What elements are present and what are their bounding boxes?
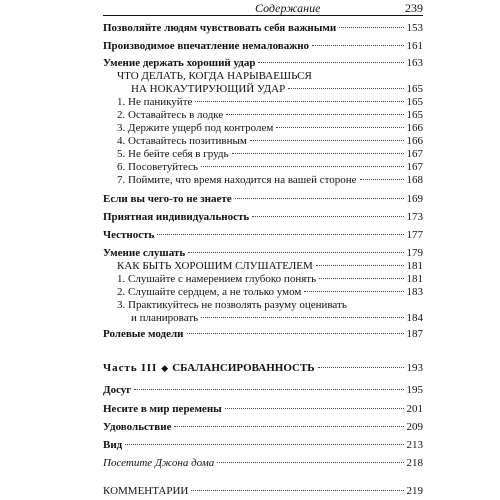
toc-entry-page: 165	[406, 83, 423, 95]
toc-entry-page: 167	[406, 161, 423, 173]
toc-entry[interactable]	[131, 83, 423, 96]
toc-entry-title: Умение держать хороший удар	[103, 57, 256, 69]
toc-entry[interactable]	[103, 57, 423, 70]
toc-entry[interactable]	[103, 211, 423, 224]
leader-dots	[252, 216, 403, 217]
toc-entry[interactable]	[131, 312, 423, 325]
toc-entry-title: Несите в мир перемены	[103, 403, 222, 415]
leader-dots	[188, 252, 403, 253]
toc-part-entry[interactable]	[103, 362, 423, 375]
leader-dots	[191, 490, 403, 491]
toc-entry-page: 169	[406, 193, 423, 205]
toc-entry-title: 2. Слушайте сердцем, а не только умом	[117, 286, 302, 298]
toc-entry-title: Посетите Джона дома	[103, 457, 215, 469]
toc-entry-title: Производимое впечатление немаловажно	[103, 40, 310, 52]
toc-entry[interactable]	[103, 439, 423, 452]
toc-entry-page: 161	[406, 40, 423, 52]
leader-dots	[226, 114, 403, 115]
leader-dots	[201, 166, 403, 167]
toc-entry-title: 4. Оставайтесь позитивным	[117, 135, 247, 147]
leader-dots	[134, 389, 403, 390]
toc-entry-page: 213	[406, 439, 423, 451]
toc-entry[interactable]	[103, 40, 423, 53]
toc-entry-title: Удовольствие	[103, 421, 172, 433]
toc-entry[interactable]	[103, 229, 423, 242]
leader-dots	[319, 278, 403, 279]
toc-entry[interactable]	[117, 122, 423, 135]
toc-entry-page: 166	[406, 135, 423, 147]
leader-dots	[258, 62, 403, 63]
toc-entry[interactable]	[103, 485, 423, 498]
toc-entry-page: 209	[406, 421, 423, 433]
leader-dots	[195, 101, 403, 102]
toc-entry-title: Ролевые модели	[103, 328, 184, 340]
toc-entry[interactable]	[117, 286, 423, 299]
part-number: Часть III	[103, 362, 158, 374]
leader-dots	[360, 179, 404, 180]
leader-dots	[235, 198, 404, 199]
toc-entry[interactable]	[103, 403, 423, 416]
toc-entry[interactable]	[117, 174, 423, 187]
leader-dots	[339, 27, 403, 28]
toc-entry[interactable]	[103, 328, 423, 341]
toc-entry[interactable]	[103, 193, 423, 206]
toc-entry-page: 166	[406, 122, 423, 134]
toc-subheading-line1: ЧТО ДЕЛАТЬ, КОГДА НАРЫВАЕШЬСЯ	[117, 70, 312, 82]
toc-entry-title: 5. Не бейте себя в грудь	[117, 148, 229, 160]
leader-dots	[232, 153, 404, 154]
leader-dots	[288, 88, 403, 89]
toc-entry[interactable]	[103, 247, 423, 260]
leader-dots	[217, 462, 403, 463]
toc-entry-page: 153	[406, 22, 423, 34]
toc-entry[interactable]	[103, 22, 423, 35]
leader-dots	[312, 45, 403, 46]
toc-entry-title: КОММЕНТАРИИ	[103, 485, 189, 497]
leader-dots	[316, 265, 404, 266]
toc-entry[interactable]	[103, 384, 423, 397]
toc-entry-page: 165	[406, 109, 423, 121]
toc-entry-title: и планировать	[131, 312, 199, 324]
leader-dots	[157, 234, 403, 235]
toc-entry-title: Досуг	[103, 384, 132, 396]
toc-entry-page: 201	[406, 403, 423, 415]
toc-entry-page: 218	[406, 457, 423, 469]
toc-entry[interactable]	[117, 109, 423, 122]
toc-entry-line1: 3. Практикуйтесь не позволять разуму оценивать	[117, 299, 347, 311]
part-title: СБАЛАНСИРОВАННОСТЬ	[172, 362, 315, 374]
toc-entry-page: 181	[406, 260, 423, 272]
toc-entry-title: Вид	[103, 439, 123, 451]
toc-entry-page: 167	[406, 148, 423, 160]
toc-entry[interactable]	[103, 457, 423, 470]
toc-entry-page: 165	[406, 96, 423, 108]
toc-entry-page: 193	[406, 362, 423, 374]
toc-entry[interactable]	[117, 260, 423, 273]
toc-entry-page: 168	[406, 174, 423, 186]
diamond-icon: ◆	[161, 363, 169, 373]
header-rule	[103, 15, 423, 16]
toc-entry-title: Позволяйте людям чувствовать себя важными	[103, 22, 337, 34]
leader-dots	[318, 367, 404, 368]
toc-entry-title: КАК БЫТЬ ХОРОШИМ СЛУШАТЕЛЕМ	[117, 260, 313, 272]
toc-entry-page: 183	[406, 286, 423, 298]
toc-entry-title: 2. Оставайтесь в лодке	[117, 109, 224, 121]
running-header-title: Содержание	[255, 1, 321, 15]
toc-entry-title: 6. Посоветуйтесь	[117, 161, 199, 173]
toc-entry-title: НА НОКАУТИРУЮЩИЙ УДАР	[131, 83, 286, 95]
leader-dots	[225, 408, 404, 409]
running-header-page-number: 239	[405, 1, 423, 15]
toc-entry[interactable]	[117, 148, 423, 161]
toc-entry-title: 7. Поймите, что время находится на вашей стороне	[117, 174, 357, 186]
leader-dots	[125, 444, 403, 445]
toc-entry-page: 195	[406, 384, 423, 396]
toc-entry-page: 173	[406, 211, 423, 223]
toc-entry-page: 219	[406, 485, 423, 497]
toc-entry-title: 1. Слушайте с намерением глубоко понять	[117, 273, 317, 285]
toc-entry-page: 163	[406, 57, 423, 69]
leader-dots	[174, 426, 403, 427]
leader-dots	[187, 333, 404, 334]
leader-dots	[304, 291, 403, 292]
leader-dots	[201, 317, 403, 318]
toc-entry-title: 3. Держите ущерб под контролем	[117, 122, 274, 134]
toc-entry[interactable]	[117, 135, 423, 148]
toc-entry-page: 177	[406, 229, 423, 241]
toc-entry-page: 187	[406, 328, 423, 340]
toc-entry-title: Умение слушать	[103, 247, 186, 259]
toc-entry-title: Приятная индивидуальность	[103, 211, 250, 223]
leader-dots	[250, 140, 404, 141]
leader-dots	[276, 127, 403, 128]
toc-entry-title: Если вы чего-то не знаете	[103, 193, 232, 205]
toc-entry-title: Честность	[103, 229, 155, 241]
toc-entry[interactable]	[117, 96, 423, 109]
toc-entry[interactable]	[117, 161, 423, 174]
toc-entry[interactable]	[117, 273, 423, 286]
toc-entry-page: 184	[406, 312, 423, 324]
toc-entry[interactable]	[103, 421, 423, 434]
toc-entry-title: 1. Не паникуйте	[117, 96, 193, 108]
toc-entry-page: 179	[406, 247, 423, 259]
toc-entry-page: 181	[406, 273, 423, 285]
